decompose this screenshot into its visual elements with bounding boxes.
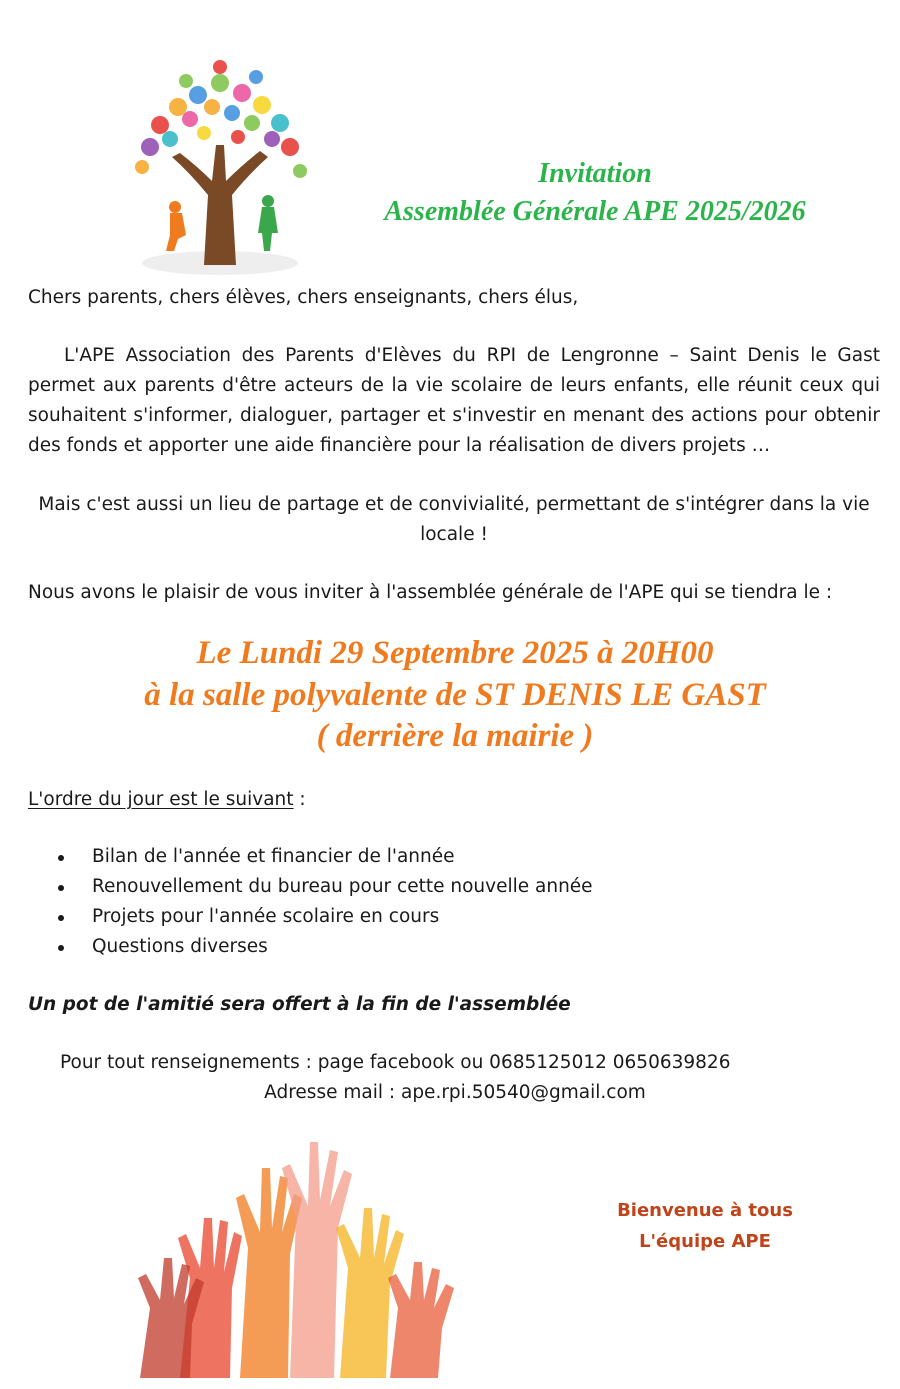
intro-paragraph: L'APE Association des Parents d'Elèves du RPI de Lengronne – Saint Denis le Gast permet aux parents d'être acteurs de la vie scolaire de leurs enfants, elle réunit ceux qui souhaitent s'informer, dialoguer, partager et s'investir en menant des actions pour obtenir des fonds et apporter une aide financière pour la réalisation de divers projets … bbox=[28, 345, 880, 456]
event-location: à la salle polyvalente de ST DENIS LE GAST bbox=[144, 677, 766, 713]
agenda-item: Projets pour l'année scolaire en cours bbox=[55, 902, 755, 932]
agenda-heading-colon: : bbox=[293, 789, 306, 810]
agenda-item: Renouvellement du bureau pour cette nouvelle année bbox=[55, 872, 755, 902]
raised-hands-illustration bbox=[120, 1128, 460, 1378]
assembly-title: Assemblée Générale APE 2025/2026 bbox=[384, 196, 806, 227]
agenda-list bbox=[55, 842, 755, 962]
greeting: Chers parents, chers élèves, chers enseignants, chers élus, bbox=[28, 287, 579, 308]
agenda-item: Bilan de l'année et financier de l'année bbox=[55, 842, 755, 872]
contact-info: Pour tout renseignements : page facebook ou 0685125012 0650639826 bbox=[60, 1052, 731, 1073]
team-signature: L'équipe APE bbox=[639, 1231, 771, 1252]
hand-tree-logo bbox=[120, 55, 320, 280]
agenda-item: Questions diverses bbox=[55, 932, 755, 962]
event-date: Le Lundi 29 Septembre 2025 à 20H00 bbox=[196, 635, 714, 671]
invitation-title: Invitation bbox=[538, 158, 652, 189]
conviviality-paragraph: Mais c'est aussi un lieu de partage et de convivialité, permettant de s'intégrer dans la vie locale ! bbox=[38, 494, 870, 545]
refreshments-note: Un pot de l'amitié sera offert à la fin de l'assemblée bbox=[28, 994, 571, 1015]
welcome-text: Bienvenue à tous bbox=[617, 1200, 793, 1221]
email-address: Adresse mail : ape.rpi.50540@gmail.com bbox=[264, 1082, 646, 1103]
agenda-heading-label: L'ordre du jour est le suivant bbox=[28, 789, 294, 810]
invitation-sentence: Nous avons le plaisir de vous inviter à l'assemblée générale de l'APE qui se tiendra le : bbox=[28, 582, 833, 603]
agenda-heading bbox=[28, 785, 306, 815]
event-location-note: ( derrière la mairie ) bbox=[316, 718, 594, 754]
